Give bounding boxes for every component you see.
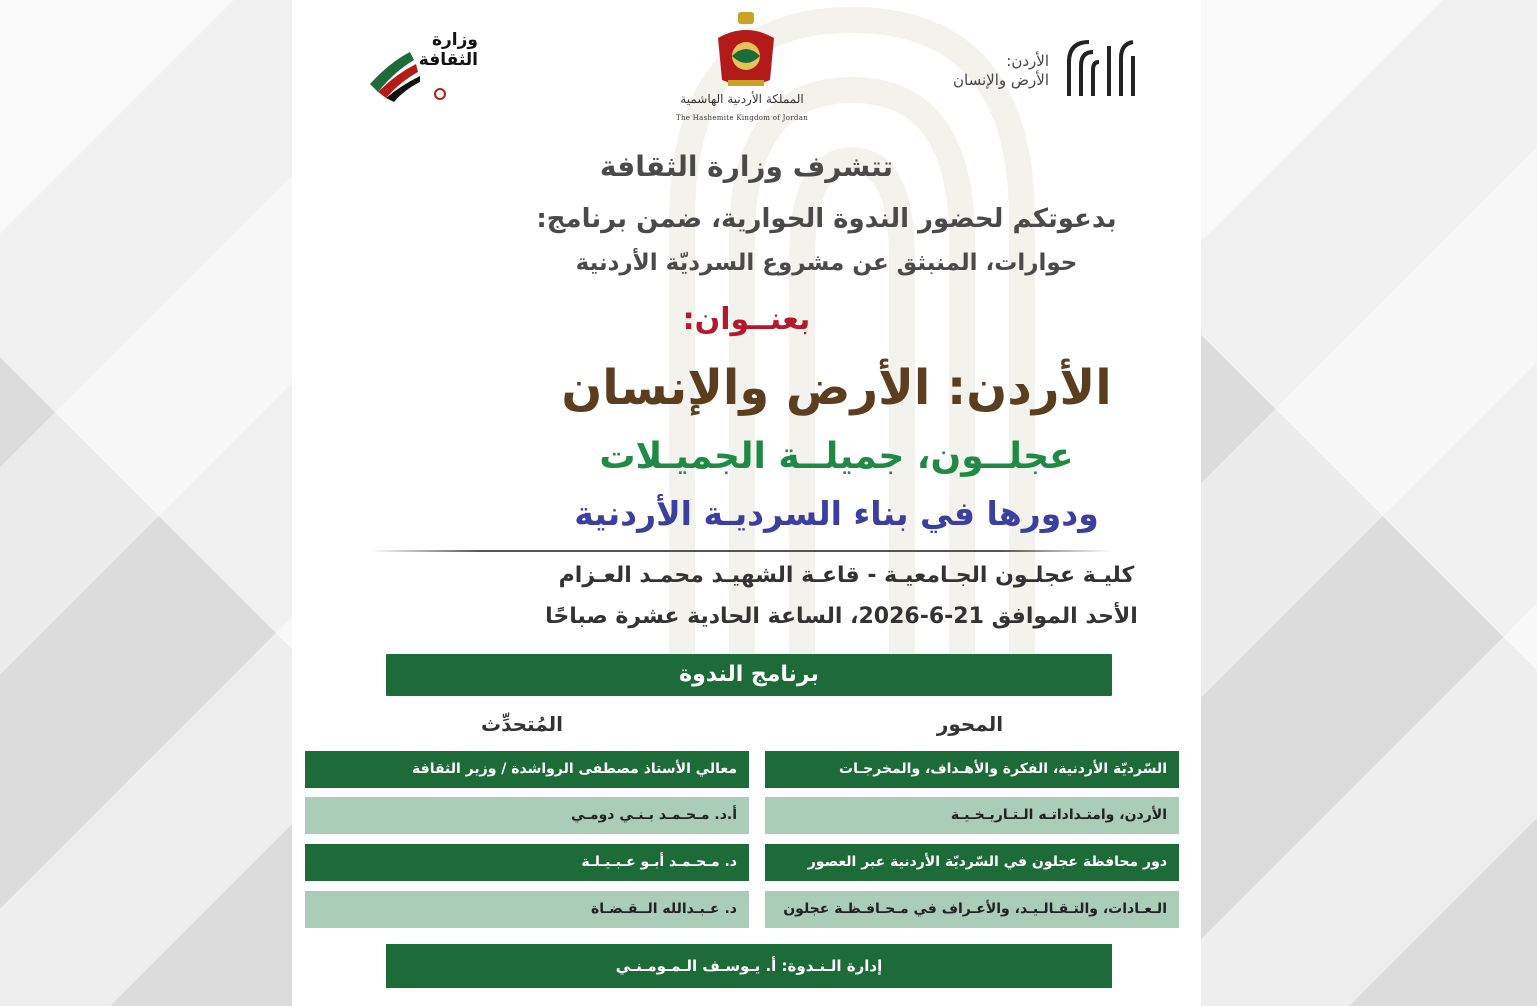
axis-column-header: المحور [936,712,1004,736]
speaker-cell: معالي الأستاذ مصطفى الرواشدة / وزير الثقافة [305,751,749,788]
speaker-cell: د. عـبـدالله الــقـضـاة [305,891,749,928]
event-venue: كليـة عجلـون الجـامعيـة - قاعـة الشهيـد محمـد العـزام [558,563,1135,588]
main-title: الأردن: الأرض والإنسان [561,360,1112,416]
land-and-people-logo-icon [1063,36,1139,98]
speaker-column-header: المُتحدِّث [480,712,563,736]
axis-cell: الأردن، وامتـداداتـه الـتـاريـخـيـة [765,797,1179,834]
emblem-caption-english: The Hashemite Kingdom of Jordan [676,114,808,122]
axis-cell: دور محافظة عجلون في السّرديّة الأردنية عبر العصور [765,844,1179,881]
background-right-panel [1201,0,1537,1006]
invitation-line: بدعوتكم لحضور الندوة الحوارية، ضمن برنامج: [536,204,1117,234]
event-date: الأحد الموافق 21-6-2026، الساعة الحادية عشرة صباحًا [545,604,1138,629]
moderator-bar: إدارة الـنـدوة: أ. يـوسـف الـمـومـنـي [386,944,1112,988]
ministry-logo-line1: وزارة [431,30,478,50]
title-label: بعنــوان: [682,302,811,337]
logo-text-line2: الأرض والإنسان [953,71,1049,89]
program-title-bar: برنامج الندوة [386,654,1112,696]
section-divider [370,550,1112,552]
ministry-of-culture-logo-text [398,30,478,70]
speaker-cell: د. مـحـمـد أبـو عـبـيـلـة [305,844,749,881]
axis-cell: الـعـادات، والتـقـالـيـد، والأعـراف في مـحـافـظـة عجلون [765,891,1179,928]
land-and-people-logo-text [953,52,1049,90]
speaker-cell: أ.د. مـحـمـد بـنـي دومـي [305,797,749,834]
background-left-panel [0,0,292,1006]
subtitle-narrative: ودورها في بناء السرديـة الأردنية [574,494,1099,533]
invitation-poster [292,0,1201,1006]
logo-text-line1: الأردن: [1006,52,1049,70]
emblem-caption-arabic: المملكة الأردنية الهاشمية [680,92,804,106]
invitation-host-line: تتشرف وزارة الثقافة [599,150,894,183]
axis-cell: السّرديّة الأردنية، الفكرة والأهـداف، والمخرجـات [765,751,1179,788]
program-name-line: حوارات، المنبثق عن مشروع السرديّة الأردنية [575,250,1078,276]
ministry-logo-line2: الثقافة [418,50,478,70]
subtitle-ajloun: عجلــون، جميلــة الجميـلات [599,436,1074,477]
